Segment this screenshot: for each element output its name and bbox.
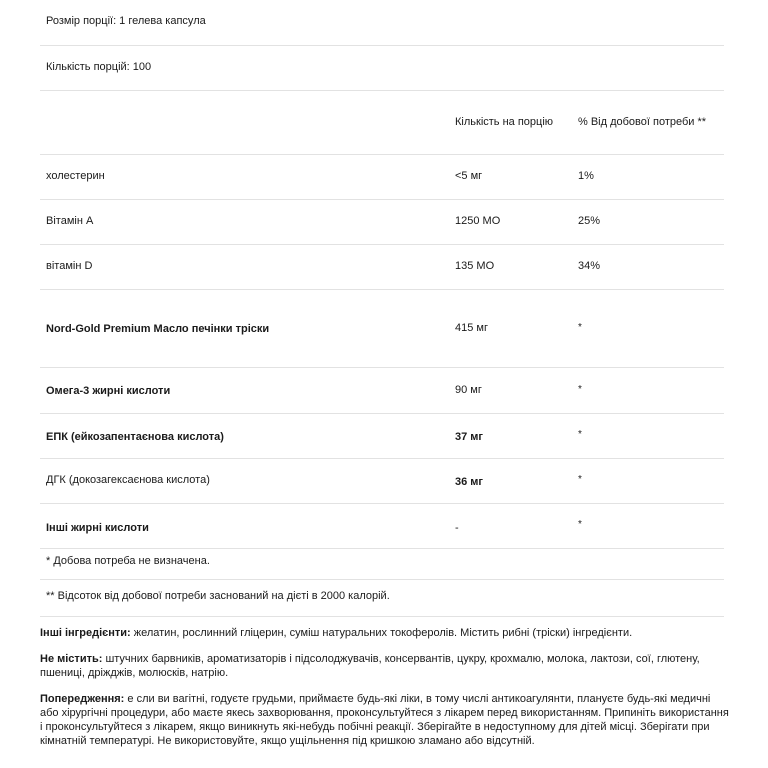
free-of-text: штучних барвників, ароматизаторів і підсолоджувачів, консервантів, цукру, крохмалю, молока, лактози, сої, глютену, пшениці, дріжджів, молюсків, натрію. [40, 653, 700, 679]
nutrient-row [40, 459, 724, 504]
header-row [40, 91, 724, 155]
nutrient-amount: 135 МО [455, 260, 495, 272]
daily-value-column-header: % Від добової потреби ** [578, 116, 707, 128]
serving-size-text: Розмір порції: 1 гелева капсула [46, 15, 206, 27]
nutrient-row [40, 368, 724, 414]
product-notes [40, 626, 730, 760]
supplement-facts-table [40, 0, 724, 617]
nutrient-name: холестерин [46, 170, 105, 182]
nutrient-name: Інші жирні кислоти [46, 522, 149, 534]
nutrient-daily-value: 1% [578, 170, 594, 182]
nutrient-row [40, 245, 724, 290]
servings-count-row [40, 46, 724, 91]
nutrient-name: вітамін D [46, 260, 93, 272]
footnote-row [40, 580, 724, 617]
nutrient-name: Nord-Gold Premium Масло печінки тріски [46, 323, 270, 335]
nutrient-amount: 1250 МО [455, 215, 501, 227]
nutrient-daily-value: * [578, 322, 582, 333]
nutrient-daily-value: * [578, 384, 582, 395]
nutrient-amount: 415 мг [455, 322, 488, 334]
nutrient-row [40, 290, 724, 368]
free-of-label: Не містить: [40, 653, 103, 665]
nutrient-row [40, 155, 724, 200]
footnote-daily-value-basis: ** Відсоток від добової потреби заснований на дієті в 2000 калорій. [46, 590, 390, 602]
nutrient-name: ДГК (докозагексаєнова кислота) [46, 474, 210, 486]
warning-label: Попередження: [40, 693, 125, 705]
nutrient-amount: 90 мг [455, 384, 482, 396]
other-ingredients-label: Інші інгредієнти: [40, 627, 131, 639]
footnote-daily-value-undefined: * Добова потреба не визначена. [46, 555, 210, 567]
nutrient-daily-value: 25% [578, 215, 601, 227]
nutrient-row [40, 504, 724, 549]
nutrient-amount: - [455, 522, 459, 534]
nutrient-name: ЕПК (ейкозапентаєнова кислота) [46, 431, 224, 443]
servings-count-text: Кількість порцій: 100 [46, 61, 152, 73]
nutrient-row [40, 200, 724, 245]
warning-text: е сли ви вагітні, годуєте грудьми, приймаєте будь-які ліки, в тому числі антикоагулянти, плануєте будь-які медичні або хірургічні процедури, або маєте якесь захворювання, проконсультуйтеся з лікарем перед використанням. Припиніть використання і проконсультуйтеся з лікарем, якщо виникнуть які-небудь побічні реакції. Зберігайте в недоступному для дітей місці. Зберігати при кімнатній температурі. Не використовуйте, якщо ущільнення під кришкою зламано або відсутній. [40, 693, 729, 747]
nutrient-daily-value: * [578, 474, 582, 485]
free-of-paragraph [40, 652, 730, 680]
amount-column-header: Кількість на порцію [455, 116, 554, 128]
nutrient-daily-value: 34% [578, 260, 601, 272]
nutrient-amount: <5 мг [455, 170, 483, 182]
nutrient-amount: 37 мг [455, 431, 484, 443]
other-ingredients-paragraph [40, 626, 730, 640]
nutrient-amount: 36 мг [455, 476, 484, 488]
nutrient-row [40, 414, 724, 459]
footnote-row [40, 549, 724, 580]
nutrient-daily-value: * [578, 429, 582, 440]
other-ingredients-text: желатин, рослинний гліцерин, суміш натуральних токоферолів. Містить рибні (тріски) інгредієнти. [130, 627, 633, 639]
nutrient-name: Вітамін А [46, 215, 94, 227]
nutrient-name: Омега-3 жирні кислоти [46, 385, 171, 397]
nutrient-daily-value: * [578, 519, 582, 530]
serving-size-row [40, 0, 724, 46]
warning-paragraph [40, 692, 730, 748]
